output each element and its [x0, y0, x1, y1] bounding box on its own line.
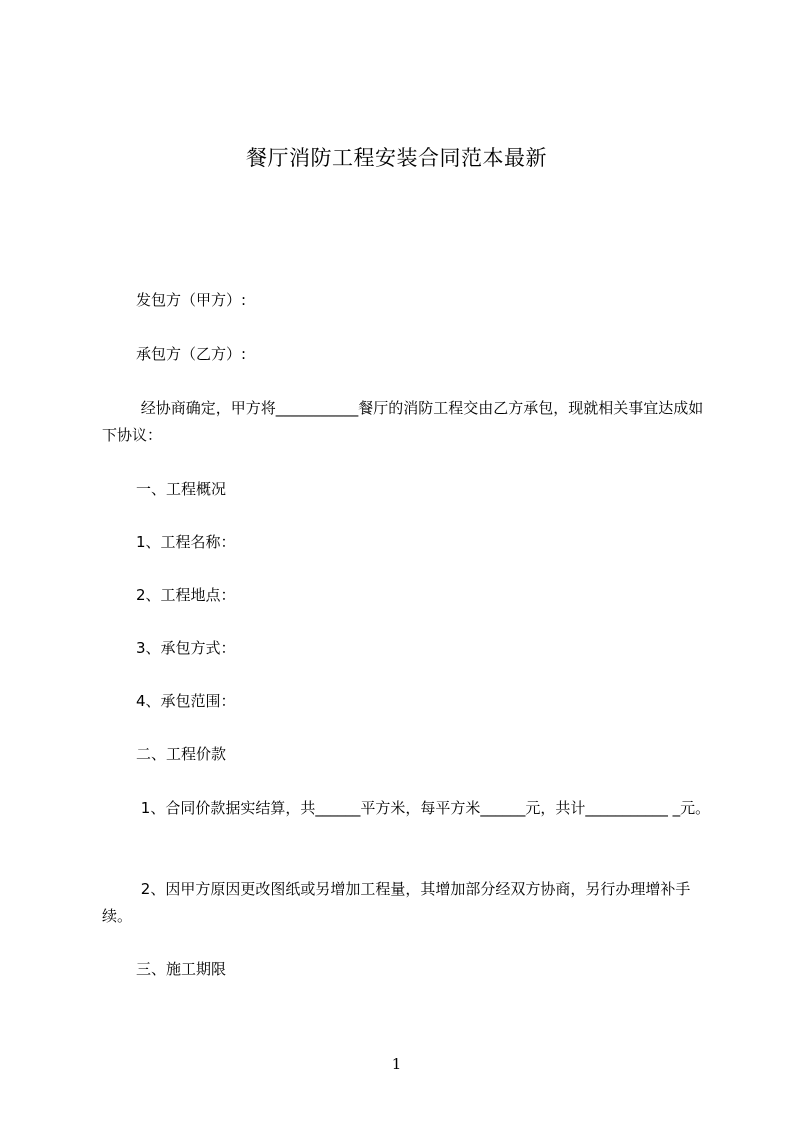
- contract-method-line: 3、承包方式：: [136, 639, 236, 657]
- party-a-line: 发包方（甲方）:: [136, 291, 247, 309]
- section-heading-project-overview: 一、工程概况: [136, 480, 227, 498]
- contract-scope-line: 4、承包范围：: [136, 692, 236, 710]
- section-heading-project-price: 二、工程价款: [136, 745, 227, 763]
- price-clause-2-paragraph: 2、因甲方原因更改图纸或另增加工程量，其增加部分经双方协商，另行办理增补手续。: [102, 880, 691, 925]
- project-location-line: 2、工程地点：: [136, 586, 236, 604]
- agreement-intro-paragraph: 经协商确定，甲方将___________餐厅的消防工程交由乙方承包，现就相关事宜达成如下协议：: [102, 399, 704, 444]
- party-b-line: 承包方（乙方）:: [136, 345, 247, 363]
- document-title: 餐厅消防工程安装合同范本最新: [246, 146, 547, 170]
- page-number: 1: [391, 1055, 402, 1073]
- price-clause-1-paragraph: 1、合同价款据实结算，共______平方米，每平方米______元，共计___________ _元。: [136, 799, 711, 817]
- section-heading-construction-period: 三、施工期限: [136, 960, 227, 978]
- project-name-line: 1、工程名称：: [136, 533, 236, 551]
